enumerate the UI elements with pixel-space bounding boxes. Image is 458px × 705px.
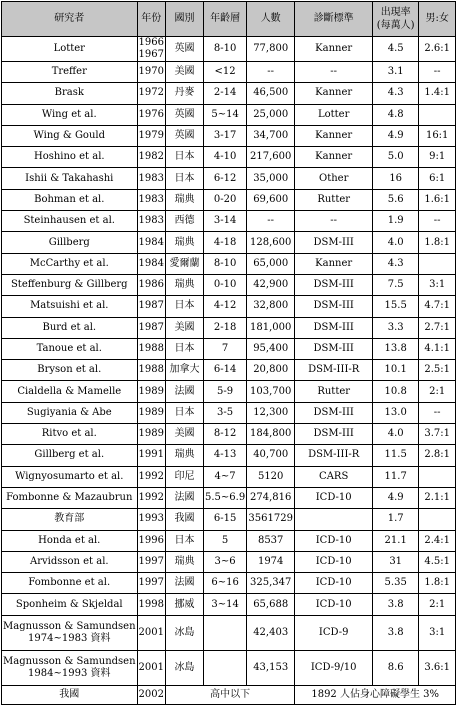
cell-age-group: 5~14 (204, 104, 247, 125)
cell-prevalence: 1.9 (373, 211, 419, 232)
cell-sex-ratio: 2.8:1 (419, 445, 456, 466)
cell-prevalence: 4.0 (373, 232, 419, 253)
cell-age-group: 6~16 (204, 573, 247, 594)
cell-year: 1997 (137, 551, 165, 572)
table-row (2, 487, 456, 508)
cell-diagnostic-criteria: DSM-III (295, 338, 373, 359)
table-row (2, 650, 456, 685)
cell-count: 1974 (247, 551, 295, 572)
cell-country: 瑞典 (166, 274, 204, 295)
cell-researcher: Matsuishi et al. (2, 296, 138, 317)
cell-country: 加拿大 (166, 360, 204, 381)
table-row (2, 125, 456, 146)
cell-prevalence: 1.7 (373, 509, 419, 530)
cell-sex-ratio: 1.4:1 (419, 83, 456, 104)
cell-year: 1991 (137, 445, 165, 466)
cell-age-group: 4-10 (204, 147, 247, 168)
cell-count: 42,403 (247, 615, 295, 650)
cell-year: 1976 (137, 104, 165, 125)
cell-diagnostic-criteria: DSM-III (295, 296, 373, 317)
cell-country: 我國 (166, 509, 204, 530)
table-row (2, 232, 456, 253)
cell-age-group: 8-10 (204, 37, 247, 62)
cell-researcher: Tanoue et al. (2, 338, 138, 359)
cell-diagnostic-criteria: ICD-9 (295, 615, 373, 650)
cell-age-group (204, 615, 247, 650)
cell-sex-ratio (419, 509, 456, 530)
footer-researcher: 我國 (2, 685, 138, 704)
cell-researcher: Bohman et al. (2, 189, 138, 210)
cell-diagnostic-criteria: ICD-10 (295, 487, 373, 508)
cell-year: 1987 (137, 296, 165, 317)
cell-prevalence: 4.3 (373, 83, 419, 104)
cell-country: 瑞典 (166, 551, 204, 572)
cell-count: 274,816 (247, 487, 295, 508)
cell-prevalence: 3.8 (373, 615, 419, 650)
cell-diagnostic-criteria: ICD-9/10 (295, 650, 373, 685)
table-row (2, 402, 456, 423)
table-row (2, 338, 456, 359)
cell-sex-ratio: 1.6:1 (419, 189, 456, 210)
cell-diagnostic-criteria: Kanner (295, 37, 373, 62)
cell-year: 1998 (137, 594, 165, 615)
cell-count: 25,000 (247, 104, 295, 125)
cell-researcher: Hoshino et al. (2, 147, 138, 168)
cell-diagnostic-criteria: Rutter (295, 189, 373, 210)
header-year: 年份 (137, 2, 165, 37)
cell-age-group: 3-17 (204, 125, 247, 146)
cell-count: 12,300 (247, 402, 295, 423)
cell-prevalence: 13.8 (373, 338, 419, 359)
cell-count: 181,000 (247, 317, 295, 338)
cell-year: 1982 (137, 147, 165, 168)
cell-year: 1966 1967 (138, 37, 164, 60)
cell-count: -- (247, 211, 295, 232)
cell-prevalence: 3.8 (373, 594, 419, 615)
cell-country: 日本 (166, 296, 204, 317)
table-row (2, 530, 456, 551)
cell-count: 184,800 (247, 424, 295, 445)
cell-count: 42,900 (247, 274, 295, 295)
cell-year: 1989 (137, 381, 165, 402)
cell-year: 1986 (137, 274, 165, 295)
cell-researcher: 教育部 (2, 509, 138, 530)
cell-year: 1983 (137, 189, 165, 210)
cell-sex-ratio (419, 104, 456, 125)
cell-researcher: Gillberg (2, 232, 138, 253)
cell-diagnostic-criteria (295, 509, 373, 530)
cell-year: 1996 (137, 530, 165, 551)
cell-sex-ratio: 2:1 (419, 594, 456, 615)
cell-year: 1984 (137, 232, 165, 253)
cell-sex-ratio: 1.8:1 (419, 232, 456, 253)
cell-researcher: Wing & Gould (2, 125, 138, 146)
cell-age-group: 3~6 (204, 551, 247, 572)
cell-diagnostic-criteria: -- (295, 62, 373, 83)
cell-diagnostic-criteria: -- (295, 211, 373, 232)
cell-sex-ratio: 2.1:1 (419, 487, 456, 508)
cell-prevalence: 11.7 (373, 466, 419, 487)
cell-count: 95,400 (247, 338, 295, 359)
cell-diagnostic-criteria: DSM-III (295, 402, 373, 423)
cell-country: 冰島 (166, 650, 204, 685)
cell-age-group: 5 (204, 530, 247, 551)
table-row (2, 37, 456, 62)
cell-diagnostic-criteria: ICD-10 (295, 551, 373, 572)
cell-prevalence: 5.6 (373, 189, 419, 210)
cell-researcher: Treffer (2, 62, 138, 83)
table-row (2, 445, 456, 466)
cell-year: 1988 (137, 338, 165, 359)
cell-prevalence: 5.35 (373, 573, 419, 594)
cell-diagnostic-criteria: CARS (295, 466, 373, 487)
cell-year: 1992 (137, 487, 165, 508)
cell-sex-ratio: 9:1 (419, 147, 456, 168)
cell-year: 1988 (137, 360, 165, 381)
cell-diagnostic-criteria: Kanner (295, 83, 373, 104)
cell-researcher: Sugiyania & Abe (2, 402, 138, 423)
cell-age-group: 5.5~6.9 (204, 487, 247, 508)
cell-year: 1987 (137, 317, 165, 338)
cell-count: 77,800 (247, 37, 295, 62)
cell-count: 103,700 (247, 381, 295, 402)
cell-prevalence: 4.0 (373, 424, 419, 445)
cell-age-group: 8-12 (204, 424, 247, 445)
cell-prevalence: 4.3 (373, 253, 419, 274)
cell-year: 1983 (137, 168, 165, 189)
cell-prevalence: 21.1 (373, 530, 419, 551)
cell-prevalence: 8.6 (373, 650, 419, 685)
table-row (2, 253, 456, 274)
cell-diagnostic-criteria: Other (295, 168, 373, 189)
cell-prevalence: 3.1 (373, 62, 419, 83)
table-row (2, 615, 456, 650)
header-sex-ratio: 男:女 (419, 2, 456, 37)
cell-sex-ratio: -- (419, 402, 456, 423)
table-row (2, 509, 456, 530)
cell-sex-ratio: 16:1 (419, 125, 456, 146)
cell-age-group: 6-14 (204, 360, 247, 381)
cell-country: 法國 (166, 381, 204, 402)
cell-prevalence: 13.0 (373, 402, 419, 423)
cell-prevalence: 16 (373, 168, 419, 189)
cell-researcher: McCarthy et al. (2, 253, 138, 274)
cell-diagnostic-criteria: Kanner (295, 253, 373, 274)
cell-age-group: 6-15 (204, 509, 247, 530)
cell-country: 美國 (166, 424, 204, 445)
cell-year: 1997 (137, 573, 165, 594)
cell-year: 1972 (137, 83, 165, 104)
cell-sex-ratio: 4.5:1 (419, 551, 456, 572)
cell-prevalence: 10.8 (373, 381, 419, 402)
cell-sex-ratio: 2.6:1 (419, 37, 456, 62)
cell-count: 32,800 (247, 296, 295, 317)
cell-age-group: 0-20 (204, 189, 247, 210)
cell-count: 46,500 (247, 83, 295, 104)
cell-diagnostic-criteria: DSM-III-R (295, 445, 373, 466)
cell-prevalence: 4.9 (373, 487, 419, 508)
cell-sex-ratio (419, 466, 456, 487)
cell-diagnostic-criteria: Kanner (295, 147, 373, 168)
autism-prevalence-table (1, 1, 456, 705)
cell-researcher: Ritvo et al. (2, 424, 138, 445)
cell-diagnostic-criteria: Kanner (295, 125, 373, 146)
cell-researcher: Steinhausen et al. (2, 211, 138, 232)
cell-count: 5120 (247, 466, 295, 487)
footer-year: 2002 (137, 685, 165, 704)
cell-prevalence: 4.8 (373, 104, 419, 125)
cell-diagnostic-criteria: ICD-10 (295, 530, 373, 551)
cell-diagnostic-criteria: DSM-III (295, 274, 373, 295)
cell-prevalence: 31 (373, 551, 419, 572)
cell-country: 英國 (166, 104, 204, 125)
table-row (2, 551, 456, 572)
cell-country: 日本 (166, 402, 204, 423)
cell-age-group: 3-14 (204, 211, 247, 232)
table-row (2, 83, 456, 104)
cell-count: 65,000 (247, 253, 295, 274)
cell-country: 丹麥 (166, 83, 204, 104)
header-researcher: 研究者 (2, 2, 138, 37)
cell-prevalence: 4.9 (373, 125, 419, 146)
cell-country: 愛爾蘭 (166, 253, 204, 274)
cell-researcher: Wing et al. (2, 104, 138, 125)
cell-age-group: 6-12 (204, 168, 247, 189)
cell-year: 2001 (137, 650, 165, 685)
cell-diagnostic-criteria: Lotter (295, 104, 373, 125)
header-diagnostic-criteria: 診斷標準 (295, 2, 373, 37)
cell-researcher: Fombonne & Mazaubrun (2, 487, 138, 508)
table-row (2, 147, 456, 168)
cell-year: 2001 (137, 615, 165, 650)
cell-diagnostic-criteria: DSM-III-R (295, 360, 373, 381)
cell-count: 65,688 (247, 594, 295, 615)
cell-count: 69,600 (247, 189, 295, 210)
cell-prevalence: 11.5 (373, 445, 419, 466)
cell-diagnostic-criteria: ICD-10 (295, 594, 373, 615)
cell-researcher: Fombonne et al. (2, 573, 138, 594)
cell-age-group: 4~7 (204, 466, 247, 487)
cell-diagnostic-criteria: Rutter (295, 381, 373, 402)
cell-prevalence: 3.3 (373, 317, 419, 338)
cell-year: 1989 (137, 424, 165, 445)
cell-sex-ratio: 4.1:1 (419, 338, 456, 359)
cell-diagnostic-criteria: DSM-III (295, 317, 373, 338)
cell-year: 1989 (137, 402, 165, 423)
cell-age-group: 0-10 (204, 274, 247, 295)
cell-country: 挪威 (166, 594, 204, 615)
cell-age-group (204, 650, 247, 685)
cell-country: 日本 (166, 147, 204, 168)
cell-year: 1979 (137, 125, 165, 146)
cell-sex-ratio: 3.7:1 (419, 424, 456, 445)
cell-country: 瑞典 (166, 189, 204, 210)
cell-count: 3561729 (247, 509, 295, 530)
cell-sex-ratio: 3:1 (419, 615, 456, 650)
table-row (2, 381, 456, 402)
cell-country: 冰島 (166, 615, 204, 650)
cell-count: 35,000 (247, 168, 295, 189)
cell-country: 西德 (166, 211, 204, 232)
cell-country: 法國 (166, 487, 204, 508)
cell-sex-ratio: 2.4:1 (419, 530, 456, 551)
table-row (2, 360, 456, 381)
cell-country: 印尼 (166, 466, 204, 487)
cell-count: 34,700 (247, 125, 295, 146)
cell-count: 325,347 (247, 573, 295, 594)
cell-country: 美國 (166, 317, 204, 338)
cell-count: 8537 (247, 530, 295, 551)
cell-country: 日本 (166, 530, 204, 551)
table-row (2, 104, 456, 125)
cell-age-group: 7 (204, 338, 247, 359)
table-row (2, 168, 456, 189)
cell-year: 1984 (137, 253, 165, 274)
cell-prevalence: 5.0 (373, 147, 419, 168)
cell-sex-ratio: 3:1 (419, 274, 456, 295)
table-row (2, 296, 456, 317)
cell-diagnostic-criteria: ICD-10 (295, 573, 373, 594)
cell-country: 英國 (166, 125, 204, 146)
cell-researcher: Honda et al. (2, 530, 138, 551)
cell-diagnostic-criteria: DSM-III (295, 424, 373, 445)
cell-country: 瑞典 (166, 232, 204, 253)
cell-sex-ratio: 1.8:1 (419, 573, 456, 594)
header-count: 人數 (247, 2, 295, 37)
cell-researcher: Gillberg et al. (2, 445, 138, 466)
cell-age-group: 4-18 (204, 232, 247, 253)
cell-country: 日本 (166, 168, 204, 189)
cell-country: 英國 (166, 37, 204, 62)
cell-age-group: 2-14 (204, 83, 247, 104)
cell-count: 217,600 (247, 147, 295, 168)
cell-researcher: Burd et al. (2, 317, 138, 338)
cell-prevalence: 10.1 (373, 360, 419, 381)
table-row (2, 189, 456, 210)
cell-country: 美國 (166, 62, 204, 83)
cell-researcher: Magnusson & Samundsen 1974~1983 資料 (2, 615, 138, 650)
cell-country: 法國 (166, 573, 204, 594)
cell-sex-ratio: 6:1 (419, 168, 456, 189)
header-row (2, 2, 456, 37)
cell-diagnostic-criteria: DSM-III (295, 232, 373, 253)
cell-sex-ratio: 2:1 (419, 381, 456, 402)
cell-sex-ratio: 2.7:1 (419, 317, 456, 338)
cell-researcher: Brask (2, 83, 138, 104)
table-row (2, 317, 456, 338)
cell-country: 瑞典 (166, 445, 204, 466)
cell-researcher: Steffenburg & Gillberg (2, 274, 138, 295)
header-age-group: 年齡層 (204, 2, 247, 37)
cell-sex-ratio: 2.5:1 (419, 360, 456, 381)
cell-prevalence: 15.5 (373, 296, 419, 317)
cell-researcher: Cialdella & Mamelle (2, 381, 138, 402)
cell-age-group: 5-9 (204, 381, 247, 402)
cell-year: 1993 (137, 509, 165, 530)
cell-researcher: Sponheim & Skjeldal (2, 594, 138, 615)
cell-count: 40,700 (247, 445, 295, 466)
cell-researcher: Ishii & Takahashi (2, 168, 138, 189)
footer-row (2, 685, 456, 704)
cell-count: 20,800 (247, 360, 295, 381)
cell-country: 日本 (166, 338, 204, 359)
cell-researcher: Arvidsson et al. (2, 551, 138, 572)
header-prevalence: 出現率 (每萬人) (373, 2, 419, 37)
cell-researcher: Magnusson & Samundsen 1984~1993 資料 (2, 650, 138, 685)
cell-age-group: 3-5 (204, 402, 247, 423)
table-row (2, 594, 456, 615)
table-row (2, 424, 456, 445)
cell-age-group: 4-13 (204, 445, 247, 466)
header-country: 國別 (166, 2, 204, 37)
cell-count: -- (247, 62, 295, 83)
cell-prevalence: 4.5 (373, 37, 419, 62)
cell-sex-ratio: -- (419, 211, 456, 232)
cell-count: 43,153 (247, 650, 295, 685)
table-row (2, 62, 456, 83)
cell-researcher: Lotter (2, 37, 138, 62)
cell-age-group: 4-12 (204, 296, 247, 317)
cell-sex-ratio (419, 253, 456, 274)
cell-age-group: 3~14 (204, 594, 247, 615)
table-row (2, 466, 456, 487)
cell-count: 128,600 (247, 232, 295, 253)
cell-year: 1970 (137, 62, 165, 83)
cell-sex-ratio: 4.7:1 (419, 296, 456, 317)
cell-sex-ratio: 3.6:1 (419, 650, 456, 685)
cell-sex-ratio: -- (419, 62, 456, 83)
cell-age-group: 2-18 (204, 317, 247, 338)
cell-age-group: 8-10 (204, 253, 247, 274)
table-row (2, 274, 456, 295)
cell-age-group: <12 (204, 62, 247, 83)
table-row (2, 573, 456, 594)
footer-age-group: 高中以下 (166, 685, 295, 704)
cell-year: 1992 (137, 466, 165, 487)
cell-year: 1983 (137, 211, 165, 232)
footer-note: 1892 人佔身心障礙學生 3% (295, 685, 456, 704)
table-row (2, 211, 456, 232)
cell-researcher: Wignyosumarto et al. (2, 466, 138, 487)
cell-researcher: Bryson et al. (2, 360, 138, 381)
cell-prevalence: 7.5 (373, 274, 419, 295)
